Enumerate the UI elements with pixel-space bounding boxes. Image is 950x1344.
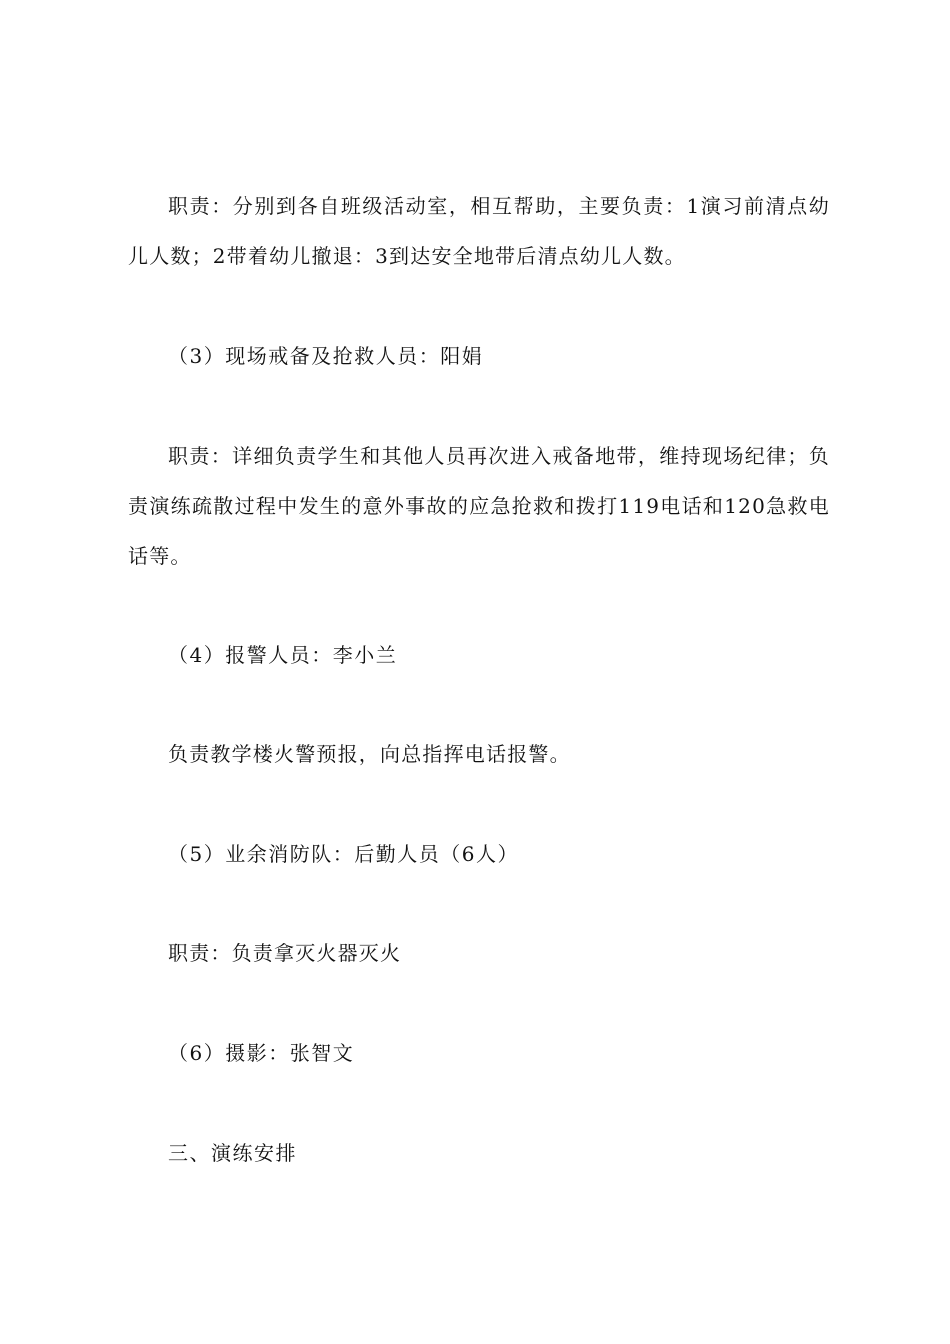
paragraph-rescue-staff: （3）现场戒备及抢救人员：阳娟 (168, 344, 484, 368)
paragraph-alarm-duties: 负责教学楼火警预报，向总指挥电话报警。 (168, 742, 571, 766)
paragraph-fire-brigade-duties: 职责：负责拿灭火器灭火 (168, 941, 402, 965)
paragraph-alarm-staff: （4）报警人员：李小兰 (168, 643, 398, 667)
section-heading-drill-arrangement: 三、演练安排 (168, 1141, 297, 1165)
paragraph-photography: （6）摄影：张智文 (168, 1041, 355, 1065)
paragraph-fire-brigade: （5）业余消防队：后勤人员（6人） (168, 842, 519, 866)
paragraph-teacher-duties: 职责：分别到各自班级活动室，相互帮助，主要负责：1演习前清点幼儿人数；2带着幼儿撤退：3到达安全地带后清点幼儿人数。 (128, 194, 830, 268)
paragraph-rescue-duties: 职责：详细负责学生和其他人员再次进入戒备地带，维持现场纪律；负责演练疏散过程中发生的意外事故的应急抢救和拨打119电话和120急救电话等。 (128, 444, 830, 568)
